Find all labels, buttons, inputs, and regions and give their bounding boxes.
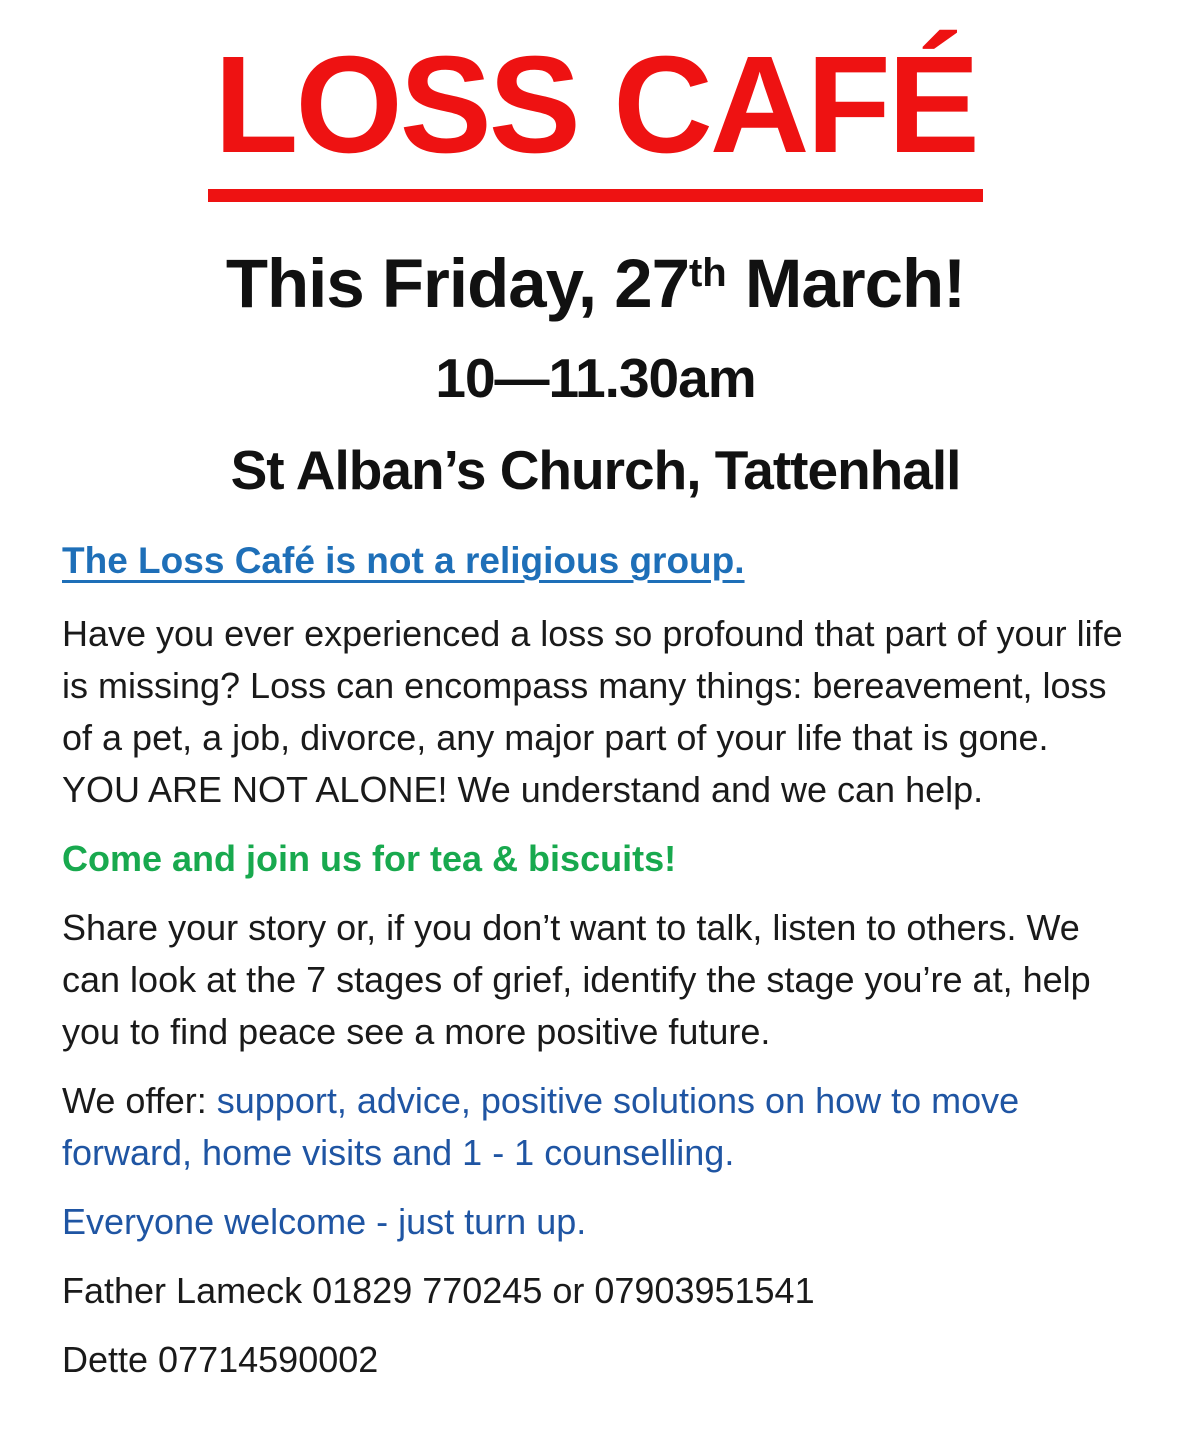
event-date-suffix: March! [726,245,966,322]
disclaimer-heading: The Loss Café is not a religious group. [62,539,745,581]
offer-paragraph [62,1075,1129,1179]
contact-dette: Dette 07714590002 [62,1338,379,1380]
event-date-prefix: This Friday, 27 [225,245,689,322]
flyer-title: LOSS CAFÉ [208,36,983,202]
intro-paragraph: Have you ever experienced a loss so profound that part of your life is missing? Loss can encompass many things: bereavement, loss of a pet, a job, divorce, any major part of your life that is gone. YOU ARE NOT ALONE! We understand and we can help. [62,612,1123,810]
offer-label: We offer: [62,1079,217,1121]
flyer-body [62,535,1129,1386]
contact-father-lameck: Father Lameck 01829 770245 or 07903951541 [62,1269,815,1311]
event-time: 10—11.30am [435,346,756,409]
event-date-ordinal: th [688,251,727,296]
welcome-line: Everyone welcome - just turn up. [62,1200,587,1242]
invite-heading: Come and join us for tea & biscuits! [62,837,677,879]
offer-details: support, advice, positive solutions on how to move forward, home visits and 1 - 1 counselling. [62,1079,1020,1173]
event-date [62,246,1129,322]
event-venue: St Alban’s Church, Tattenhall [230,439,961,502]
title-wrap [62,28,1129,202]
share-paragraph: Share your story or, if you don’t want to talk, listen to others. We can look at the 7 stages of grief, identify the stage you’re at, help you to find peace see a more positive future. [62,906,1091,1052]
